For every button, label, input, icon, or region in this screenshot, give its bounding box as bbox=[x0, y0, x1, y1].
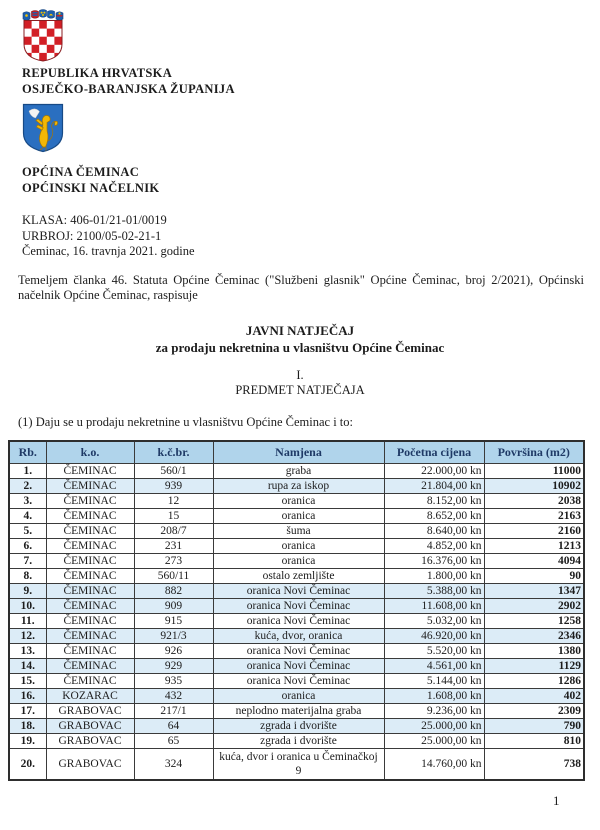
cell-povrsina: 2902 bbox=[484, 598, 584, 613]
column-header-povrsina: Površina (m2) bbox=[484, 441, 584, 464]
table-row bbox=[9, 553, 584, 568]
table-row bbox=[9, 463, 584, 478]
cell-kcbr: 208/7 bbox=[134, 523, 213, 538]
cell-povrsina: 4094 bbox=[484, 553, 584, 568]
cell-namjena: oranica bbox=[213, 538, 384, 553]
cell-ko: GRABOVAC bbox=[46, 733, 134, 748]
cell-ko: ČEMINAC bbox=[46, 478, 134, 493]
table-row bbox=[9, 583, 584, 598]
table-row bbox=[9, 598, 584, 613]
cell-povrsina: 1129 bbox=[484, 658, 584, 673]
table-row bbox=[9, 658, 584, 673]
cell-rb: 5. bbox=[9, 523, 46, 538]
cell-namjena: oranica bbox=[213, 493, 384, 508]
cell-namjena: oranica bbox=[213, 688, 384, 703]
cell-rb: 2. bbox=[9, 478, 46, 493]
cell-namjena: neplodno materijalna graba bbox=[213, 703, 384, 718]
cell-ko: GRABOVAC bbox=[46, 703, 134, 718]
cell-kcbr: 915 bbox=[134, 613, 213, 628]
cell-ko: ČEMINAC bbox=[46, 613, 134, 628]
cell-kcbr: 12 bbox=[134, 493, 213, 508]
cell-cijena: 1.800,00 kn bbox=[384, 568, 484, 583]
cell-povrsina: 402 bbox=[484, 688, 584, 703]
table-row bbox=[9, 688, 584, 703]
cell-namjena: oranica Novi Čeminac bbox=[213, 658, 384, 673]
cell-povrsina: 2346 bbox=[484, 628, 584, 643]
country-name: REPUBLIKA HRVATSKA bbox=[22, 66, 173, 80]
cell-namjena: oranica bbox=[213, 508, 384, 523]
cell-ko: ČEMINAC bbox=[46, 493, 134, 508]
cell-povrsina: 2160 bbox=[484, 523, 584, 538]
cell-cijena: 5.520,00 kn bbox=[384, 643, 484, 658]
cell-kcbr: 935 bbox=[134, 673, 213, 688]
cell-kcbr: 882 bbox=[134, 583, 213, 598]
cell-namjena: oranica Novi Čeminac bbox=[213, 673, 384, 688]
cell-cijena: 14.760,00 kn bbox=[384, 748, 484, 780]
cell-ko: ČEMINAC bbox=[46, 538, 134, 553]
cell-povrsina: 1213 bbox=[484, 538, 584, 553]
cell-cijena: 21.804,00 kn bbox=[384, 478, 484, 493]
cell-cijena: 5.032,00 kn bbox=[384, 613, 484, 628]
cell-rb: 11. bbox=[9, 613, 46, 628]
cell-povrsina: 10902 bbox=[484, 478, 584, 493]
cell-rb: 9. bbox=[9, 583, 46, 598]
cell-cijena: 8.152,00 kn bbox=[384, 493, 484, 508]
document-title: JAVNI NATJEČAJ bbox=[245, 322, 355, 338]
cell-kcbr: 217/1 bbox=[134, 703, 213, 718]
table-row bbox=[9, 718, 584, 733]
cell-kcbr: 939 bbox=[134, 478, 213, 493]
cell-cijena: 8.640,00 kn bbox=[384, 523, 484, 538]
cell-ko: ČEMINAC bbox=[46, 673, 134, 688]
column-header-rb: Rb. bbox=[9, 441, 46, 464]
table-row bbox=[9, 733, 584, 748]
cell-kcbr: 929 bbox=[134, 658, 213, 673]
croatia-coat-of-arms-icon bbox=[22, 9, 64, 62]
cell-rb: 3. bbox=[9, 493, 46, 508]
cell-namjena: oranica bbox=[213, 553, 384, 568]
cell-namjena: kuća, dvor i oranica u Čeminačkoj 9 bbox=[213, 748, 384, 780]
cell-rb: 15. bbox=[9, 673, 46, 688]
cell-ko: ČEMINAC bbox=[46, 643, 134, 658]
cell-cijena: 8.652,00 kn bbox=[384, 508, 484, 523]
table-row bbox=[9, 673, 584, 688]
cell-povrsina: 790 bbox=[484, 718, 584, 733]
cell-rb: 12. bbox=[9, 628, 46, 643]
cell-kcbr: 432 bbox=[134, 688, 213, 703]
cell-namjena: zgrada i dvorište bbox=[213, 718, 384, 733]
cell-povrsina: 2163 bbox=[484, 508, 584, 523]
cell-kcbr: 65 bbox=[134, 733, 213, 748]
municipality-name: OPĆINA ČEMINAC bbox=[22, 165, 140, 179]
cell-cijena: 5.388,00 kn bbox=[384, 583, 484, 598]
cell-namjena: oranica Novi Čeminac bbox=[213, 613, 384, 628]
cell-kcbr: 560/1 bbox=[134, 463, 213, 478]
table-row bbox=[9, 508, 584, 523]
cell-namjena: oranica Novi Čeminac bbox=[213, 643, 384, 658]
urbroj-line: URBROJ: 2100/05-02-21-1 bbox=[22, 228, 162, 243]
table-row bbox=[9, 478, 584, 493]
cell-kcbr: 64 bbox=[134, 718, 213, 733]
cell-cijena: 5.144,00 kn bbox=[384, 673, 484, 688]
cell-povrsina: 1258 bbox=[484, 613, 584, 628]
list-intro: (1) Daju se u prodaju nekretnine u vlasništvu Općine Čeminac i to: bbox=[18, 414, 353, 429]
cell-kcbr: 273 bbox=[134, 553, 213, 568]
cell-ko: GRABOVAC bbox=[46, 718, 134, 733]
cell-cijena: 1.608,00 kn bbox=[384, 688, 484, 703]
cell-namjena: šuma bbox=[213, 523, 384, 538]
cell-ko: ČEMINAC bbox=[46, 463, 134, 478]
cell-kcbr: 909 bbox=[134, 598, 213, 613]
cell-cijena: 11.608,00 kn bbox=[384, 598, 484, 613]
column-header-kcbr: k.č.br. bbox=[134, 441, 213, 464]
cell-rb: 13. bbox=[9, 643, 46, 658]
klasa-line: KLASA: 406-01/21-01/0019 bbox=[22, 213, 167, 227]
cell-kcbr: 324 bbox=[134, 748, 213, 780]
cell-rb: 14. bbox=[9, 658, 46, 673]
county-name: OSJEČKO-BARANJSKA ŽUPANIJA bbox=[22, 82, 235, 96]
cell-namjena: graba bbox=[213, 463, 384, 478]
cell-kcbr: 926 bbox=[134, 643, 213, 658]
table-row bbox=[9, 538, 584, 553]
dateline: Čeminac, 16. travnja 2021. godine bbox=[22, 244, 195, 258]
table-row bbox=[9, 613, 584, 628]
cell-ko: ČEMINAC bbox=[46, 508, 134, 523]
table-header-row bbox=[9, 441, 584, 464]
table-row bbox=[9, 493, 584, 508]
cell-ko: KOZARAC bbox=[46, 688, 134, 703]
legal-basis-paragraph: Temeljem članka 46. Statuta Općine Čeminac ("Službeni glasnik" Općine Čeminac, broj 2/2021), Općinski načelnik Općine Čeminac, raspisuje bbox=[18, 272, 584, 302]
cell-povrsina: 1347 bbox=[484, 583, 584, 598]
table-row bbox=[9, 748, 584, 780]
cell-ko: ČEMINAC bbox=[46, 583, 134, 598]
cell-rb: 16. bbox=[9, 688, 46, 703]
cell-cijena: 22.000,00 kn bbox=[384, 463, 484, 478]
cell-povrsina: 810 bbox=[484, 733, 584, 748]
cell-kcbr: 560/11 bbox=[134, 568, 213, 583]
cell-rb: 4. bbox=[9, 508, 46, 523]
table-row bbox=[9, 568, 584, 583]
section-numeral: I. bbox=[296, 367, 304, 382]
cell-povrsina: 738 bbox=[484, 748, 584, 780]
cell-cijena: 25.000,00 kn bbox=[384, 718, 484, 733]
cell-cijena: 9.236,00 kn bbox=[384, 703, 484, 718]
table-row bbox=[9, 523, 584, 538]
cell-povrsina: 90 bbox=[484, 568, 584, 583]
cell-namjena: kuća, dvor, oranica bbox=[213, 628, 384, 643]
document-subtitle: za prodaju nekretnina u vlasništvu Općine Čeminac bbox=[155, 339, 445, 355]
cell-ko: ČEMINAC bbox=[46, 658, 134, 673]
cell-povrsina: 1380 bbox=[484, 643, 584, 658]
cell-cijena: 16.376,00 kn bbox=[384, 553, 484, 568]
cell-kcbr: 231 bbox=[134, 538, 213, 553]
cell-rb: 20. bbox=[9, 748, 46, 780]
cell-namjena: oranica Novi Čeminac bbox=[213, 598, 384, 613]
cell-cijena: 4.852,00 kn bbox=[384, 538, 484, 553]
table-body bbox=[9, 463, 584, 780]
table-row bbox=[9, 703, 584, 718]
column-header-ko: k.o. bbox=[46, 441, 134, 464]
cell-rb: 1. bbox=[9, 463, 46, 478]
cell-kcbr: 15 bbox=[134, 508, 213, 523]
column-header-cijena: Početna cijena bbox=[384, 441, 484, 464]
cell-povrsina: 11000 bbox=[484, 463, 584, 478]
cell-rb: 6. bbox=[9, 538, 46, 553]
page-number: 1 bbox=[553, 793, 560, 808]
parcels-table bbox=[8, 440, 585, 782]
office-title: OPĆINSKI NAČELNIK bbox=[22, 181, 160, 195]
section-heading: PREDMET NATJEČAJA bbox=[235, 382, 365, 397]
cell-cijena: 4.561,00 kn bbox=[384, 658, 484, 673]
cell-ko: ČEMINAC bbox=[46, 553, 134, 568]
cell-namjena: ostalo zemljište bbox=[213, 568, 384, 583]
cell-namjena: zgrada i dvorište bbox=[213, 733, 384, 748]
cell-rb: 18. bbox=[9, 718, 46, 733]
cell-ko: ČEMINAC bbox=[46, 628, 134, 643]
cell-povrsina: 2038 bbox=[484, 493, 584, 508]
cell-rb: 8. bbox=[9, 568, 46, 583]
column-header-namjena: Namjena bbox=[213, 441, 384, 464]
cell-rb: 17. bbox=[9, 703, 46, 718]
cell-cijena: 25.000,00 kn bbox=[384, 733, 484, 748]
cell-povrsina: 1286 bbox=[484, 673, 584, 688]
table-row bbox=[9, 643, 584, 658]
cell-namjena: rupa za iskop bbox=[213, 478, 384, 493]
cell-ko: ČEMINAC bbox=[46, 523, 134, 538]
cell-rb: 10. bbox=[9, 598, 46, 613]
ceminac-coat-of-arms-icon bbox=[22, 103, 64, 153]
cell-ko: ČEMINAC bbox=[46, 568, 134, 583]
cell-rb: 7. bbox=[9, 553, 46, 568]
cell-namjena: oranica Novi Čeminac bbox=[213, 583, 384, 598]
cell-ko: GRABOVAC bbox=[46, 748, 134, 780]
cell-rb: 19. bbox=[9, 733, 46, 748]
cell-povrsina: 2309 bbox=[484, 703, 584, 718]
table-row bbox=[9, 628, 584, 643]
cell-cijena: 46.920,00 kn bbox=[384, 628, 484, 643]
cell-kcbr: 921/3 bbox=[134, 628, 213, 643]
cell-ko: ČEMINAC bbox=[46, 598, 134, 613]
